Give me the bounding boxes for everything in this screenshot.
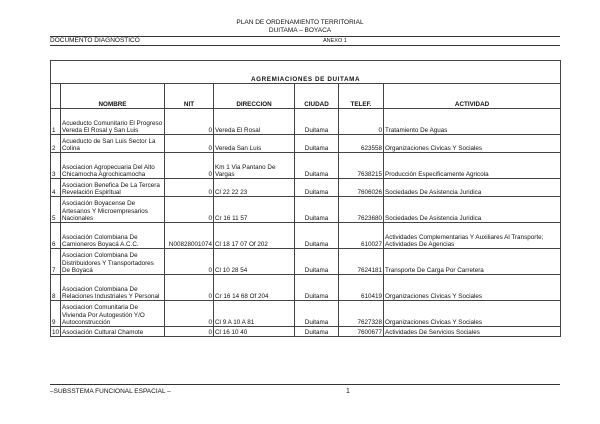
agremiaciones-table bbox=[50, 60, 561, 337]
cell-nombre: Acueducto Comunitario El Progreso Vereda El Rosal y San Luis bbox=[61, 109, 165, 135]
cell-actividad: Sociedades De Asistencia Juridica bbox=[384, 179, 561, 197]
cell-nombre: Asociación Boyacense De Artesanos Y Microempresarios Nacionales bbox=[61, 197, 165, 223]
table-row bbox=[51, 179, 561, 197]
cell-telef: 7624181 bbox=[339, 249, 384, 275]
cell-telef: 7623680 bbox=[339, 197, 384, 223]
cell-nit: N00828001074 bbox=[165, 223, 214, 249]
cell-nit: 0 bbox=[165, 109, 214, 135]
table-row bbox=[51, 301, 561, 327]
row-index: 5 bbox=[51, 197, 61, 223]
row-index: 6 bbox=[51, 223, 61, 249]
cell-telef: 623558 bbox=[339, 135, 384, 153]
footer-rule bbox=[50, 384, 560, 385]
cell-ciudad: Duitama bbox=[295, 249, 339, 275]
cell-actividad: Organizaciones Civicas Y Sociales bbox=[384, 301, 561, 327]
cell-nit: 0 bbox=[165, 179, 214, 197]
table-row bbox=[51, 109, 561, 135]
cell-nombre: Asociacion Comunitaria De Vivienda Por Autogestión Y/O Autoconstrucción bbox=[61, 301, 165, 327]
cell-telef: 0 bbox=[339, 109, 384, 135]
cell-actividad: Organizaciones Civicas Y Sociales bbox=[384, 135, 561, 153]
cell-direccion: Vereda El Rosal bbox=[214, 109, 295, 135]
cell-nit: 0 bbox=[165, 301, 214, 327]
table-row bbox=[51, 153, 561, 179]
cell-direccion: Cl 18 17 07 Of 202 bbox=[214, 223, 295, 249]
column-header-index bbox=[51, 84, 61, 109]
row-index: 2 bbox=[51, 135, 61, 153]
table-title: AGREMIACIONES DE DUITAMA bbox=[51, 61, 561, 84]
row-index: 8 bbox=[51, 275, 61, 301]
cell-telef: 610419 bbox=[339, 275, 384, 301]
cell-actividad: Actividades Complementarias Y Auxiliares Al Transporte; Actividades De Agencias bbox=[384, 223, 561, 249]
row-index: 7 bbox=[51, 249, 61, 275]
cell-direccion: Cr 16 14 68 Of 204 bbox=[214, 275, 295, 301]
row-index: 10 bbox=[51, 327, 61, 337]
table-row bbox=[51, 223, 561, 249]
cell-nit: 0 bbox=[165, 153, 214, 179]
page-number: 1 bbox=[346, 388, 350, 395]
table-row bbox=[51, 135, 561, 153]
row-index: 3 bbox=[51, 153, 61, 179]
column-header-direccion: DIRECCION bbox=[214, 84, 295, 109]
cell-nit: 0 bbox=[165, 135, 214, 153]
cell-ciudad: Duitama bbox=[295, 327, 339, 337]
table-row bbox=[51, 275, 561, 301]
cell-ciudad: Duitama bbox=[295, 179, 339, 197]
cell-actividad: Transporte De Carga Por Carretera bbox=[384, 249, 561, 275]
cell-ciudad: Duitama bbox=[295, 275, 339, 301]
cell-actividad: Tratamiento De Aguas bbox=[384, 109, 561, 135]
cell-direccion: Vereda San Luis bbox=[214, 135, 295, 153]
table-row bbox=[51, 197, 561, 223]
cell-nombre: Asociación Cultural Chamote bbox=[61, 327, 165, 337]
footer-subsystem: –SUBSSTEMA FUNCIONAL ESPACIAL – bbox=[50, 388, 171, 395]
header-rule-bottom bbox=[50, 45, 560, 46]
row-index: 4 bbox=[51, 179, 61, 197]
header-line-2: DUITAMA – BOYACA bbox=[268, 27, 332, 34]
cell-ciudad: Duitama bbox=[295, 153, 339, 179]
cell-actividad: Organizaciones Civicas Y Sociales bbox=[384, 275, 561, 301]
cell-direccion: Cl 9 A 10 A 81 bbox=[214, 301, 295, 327]
cell-direccion: Cl 10 28 54 bbox=[214, 249, 295, 275]
cell-ciudad: Duitama bbox=[295, 197, 339, 223]
cell-ciudad: Duitama bbox=[295, 135, 339, 153]
column-header-ciudad: CIUDAD bbox=[295, 84, 339, 109]
cell-telef: 7600677 bbox=[339, 327, 384, 337]
annex-label: ANEXO 1 bbox=[323, 38, 347, 44]
cell-telef: 7627328 bbox=[339, 301, 384, 327]
cell-nombre: Acueducto de San Luis Sector La Colina bbox=[61, 135, 165, 153]
column-header-telef: TELEF. bbox=[339, 84, 384, 109]
cell-actividad: Sociedades De Asistencia Juridica bbox=[384, 197, 561, 223]
cell-direccion: Cl 16 10 40 bbox=[214, 327, 295, 337]
cell-nit: 0 bbox=[165, 327, 214, 337]
cell-direccion: Cr 16 11 57 bbox=[214, 197, 295, 223]
column-header-nit: NIT bbox=[165, 84, 214, 109]
header-line-1: PLAN DE ORDENAMIENTO TERRITORIAL bbox=[236, 19, 364, 26]
row-index: 1 bbox=[51, 109, 61, 135]
cell-nit: 0 bbox=[165, 249, 214, 275]
cell-direccion: Cl 22 22 23 bbox=[214, 179, 295, 197]
cell-telef: 610027 bbox=[339, 223, 384, 249]
column-header-actividad: ACTIVIDAD bbox=[384, 84, 561, 109]
document-label: DOCUMENTO DIAGNÓSTICO bbox=[50, 37, 140, 44]
cell-nombre: Asociacion Colombiana De Distribuidores Y Transportadores De Boyacá bbox=[61, 249, 165, 275]
cell-telef: 7638215 bbox=[339, 153, 384, 179]
cell-nombre: Asociación Colombiana De Camioneros Boyacá A.C.C. bbox=[61, 223, 165, 249]
cell-actividad: Actividades De Servicios Sociales bbox=[384, 327, 561, 337]
column-header-nombre: NOMBRE bbox=[61, 84, 165, 109]
cell-nombre: Asociacion Agropecuaria Del Alto Chicamocha Agrochicamocha bbox=[61, 153, 165, 179]
cell-nombre: Asociacion Benefica De La Tercera Revelación Espiritual bbox=[61, 179, 165, 197]
table-row bbox=[51, 249, 561, 275]
row-index: 9 bbox=[51, 301, 61, 327]
cell-nit: 0 bbox=[165, 275, 214, 301]
cell-nit: 0 bbox=[165, 197, 214, 223]
cell-nombre: Asociacion Colombiana De Relaciones Industriales Y Personal bbox=[61, 275, 165, 301]
cell-ciudad: Duitama bbox=[295, 109, 339, 135]
cell-ciudad: Duitama bbox=[295, 301, 339, 327]
table-row bbox=[51, 327, 561, 337]
cell-ciudad: Duitama bbox=[295, 223, 339, 249]
cell-direccion: Km 1 Via Pantano De Vargas bbox=[214, 153, 295, 179]
cell-telef: 7606026 bbox=[339, 179, 384, 197]
cell-actividad: Producción Especificamente Agricola bbox=[384, 153, 561, 179]
